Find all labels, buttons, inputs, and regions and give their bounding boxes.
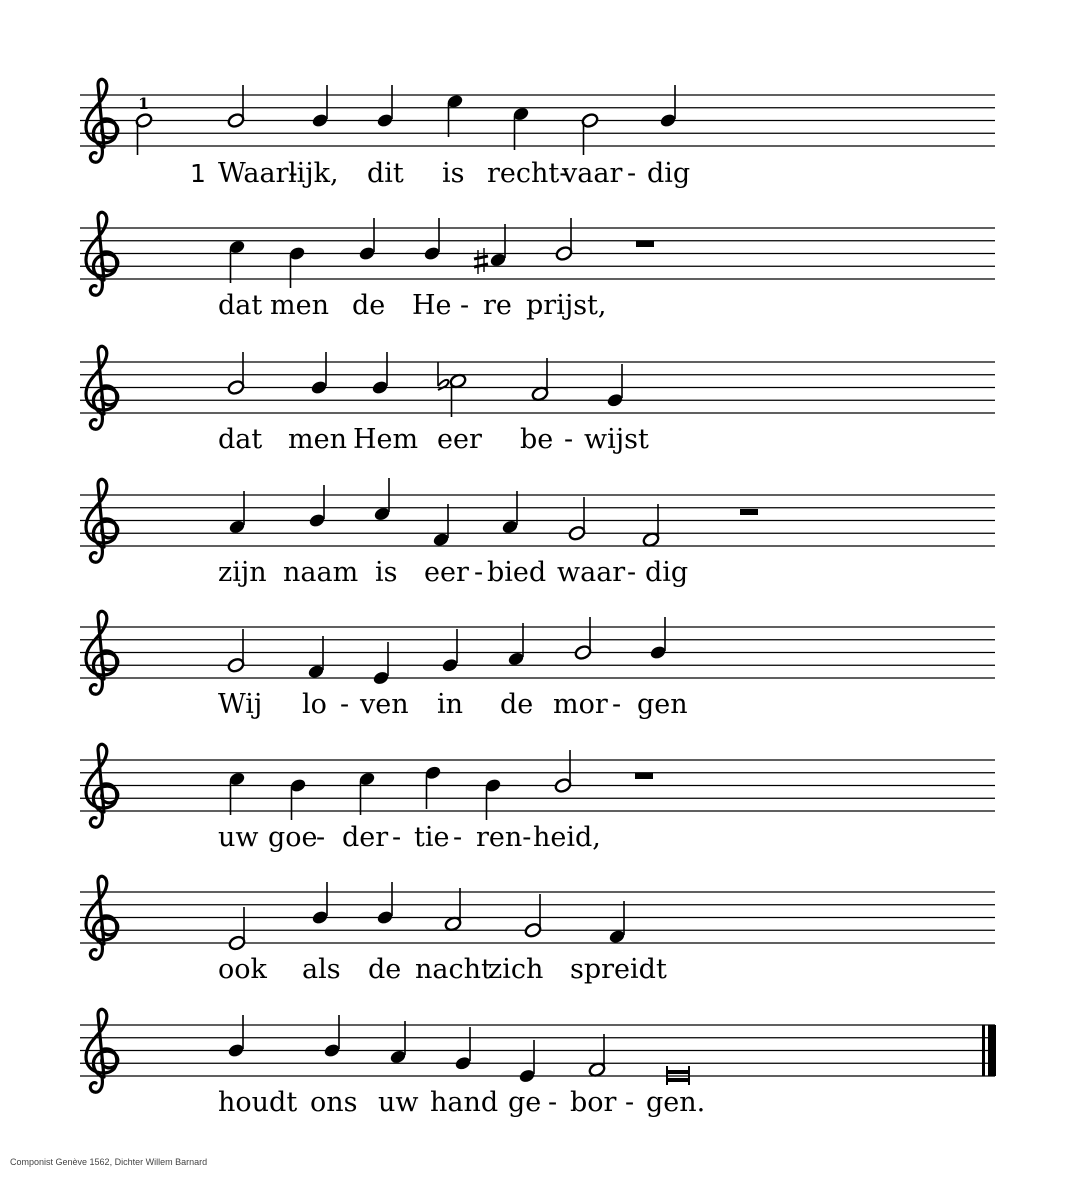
note	[389, 1021, 407, 1065]
note	[228, 491, 246, 535]
credits-text: Componist Genève 1562, Dichter Willem Barnard	[10, 1157, 208, 1167]
rest-icon	[740, 509, 758, 515]
lyric-line: zijn naam is eer - bied waar- dig	[218, 557, 689, 588]
note	[454, 1027, 472, 1071]
rest-icon	[636, 241, 654, 247]
note	[574, 617, 592, 661]
note	[358, 218, 376, 262]
lyric-line: Waar-lijk, dit is recht-vaar - dig	[218, 158, 691, 189]
lyric-line: houdt ons uw hand ge - bor - gen.	[218, 1087, 706, 1118]
note	[424, 765, 442, 809]
staff-system-3	[80, 346, 995, 455]
staff-lines	[80, 362, 995, 413]
note	[376, 882, 394, 926]
note	[423, 218, 441, 262]
note	[228, 239, 246, 283]
note	[555, 218, 573, 262]
note	[432, 504, 450, 548]
note	[531, 358, 549, 402]
note	[489, 224, 507, 268]
note	[228, 771, 246, 815]
lyric-line: dat men de He - re prijst,	[218, 290, 607, 321]
note	[568, 497, 586, 541]
staff-lines	[80, 627, 995, 678]
note	[649, 617, 667, 661]
note	[659, 85, 677, 129]
note	[311, 85, 329, 129]
sharp-icon	[474, 248, 488, 274]
note	[518, 1040, 536, 1084]
note	[310, 352, 328, 396]
note	[588, 1034, 606, 1078]
staff-lines	[80, 228, 995, 279]
rest-icon	[635, 773, 653, 779]
note	[512, 106, 530, 150]
staff-system-5	[80, 611, 995, 720]
verse-number: 1	[190, 159, 206, 188]
note	[449, 373, 467, 417]
staff-system-2	[80, 212, 995, 321]
note	[371, 352, 389, 396]
note	[227, 352, 245, 396]
svg-text:1: 1	[138, 94, 150, 113]
staff-lines	[80, 1025, 995, 1076]
note	[608, 901, 626, 945]
note	[307, 636, 325, 680]
note	[642, 504, 660, 548]
note	[501, 491, 519, 535]
staff-system-1	[80, 79, 995, 189]
note	[372, 642, 390, 686]
staff-system-7	[80, 876, 995, 985]
note	[441, 629, 459, 673]
staff-system-8	[80, 1009, 996, 1118]
note	[358, 771, 376, 815]
note	[227, 629, 245, 673]
note	[446, 93, 464, 137]
staff-system-4	[80, 478, 995, 588]
note	[444, 888, 462, 932]
flat-icon	[438, 362, 448, 390]
staff-lines	[80, 760, 995, 811]
note	[227, 85, 245, 129]
staff-lines	[80, 95, 995, 146]
lyric-line: ook als de nachtzich spreidt	[218, 954, 667, 985]
lyric-line: uw goe- der - tie - ren-heid,	[218, 822, 601, 853]
note	[376, 85, 394, 129]
note	[311, 882, 329, 926]
staff-lines	[80, 495, 995, 546]
note	[606, 364, 624, 408]
note	[524, 894, 542, 938]
note	[507, 623, 525, 667]
note	[227, 1015, 245, 1059]
note	[554, 750, 572, 794]
note	[308, 485, 326, 529]
lyric-line: Wij lo - ven in de mor - gen	[218, 689, 688, 720]
lyric-line: dat men Hem eer be - wijst	[218, 424, 649, 455]
note	[228, 907, 246, 951]
note-mark	[138, 94, 149, 113]
final-barline	[982, 1025, 996, 1076]
staff-system-6	[80, 744, 995, 853]
note	[323, 1015, 341, 1059]
note	[373, 478, 391, 522]
